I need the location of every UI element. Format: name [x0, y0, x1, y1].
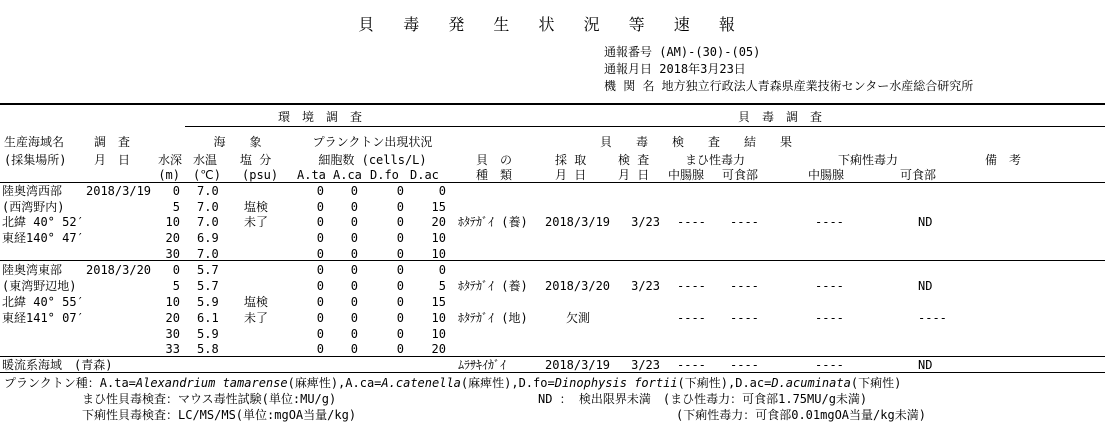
aca-cell: 0 [350, 231, 358, 245]
inspect-date-header: 月 日 [618, 168, 650, 182]
dsp-gland-cell: ---- [815, 311, 844, 325]
inspect-date-cell: 3/23 [631, 215, 660, 229]
shellfish-kind-cell: ﾎﾀﾃｶﾞｲ (養) [458, 279, 528, 293]
sea-condition-header: 海 象 [213, 135, 262, 149]
inspect-date-cell: 3/23 [631, 279, 660, 293]
collect-date-header: 月 日 [555, 168, 587, 182]
header-bottom-rule [0, 182, 1105, 183]
dac-cell: 5 [438, 279, 446, 293]
ata-cell: 0 [316, 295, 324, 309]
depth-cell: 30 [165, 247, 180, 261]
aca-cell: 0 [350, 200, 358, 214]
site-header: (採集場所) [4, 153, 67, 167]
depth-unit: (m) [158, 168, 180, 182]
dfo-cell: 0 [396, 247, 404, 261]
ata-cell: 0 [316, 311, 324, 325]
aca-cell: 0 [350, 342, 358, 356]
ata-cell: 0 [316, 184, 324, 198]
water-temp-unit: (℃) [193, 168, 221, 182]
ata-cell: 0 [316, 342, 324, 356]
dsp-limit-note: (下痢性毒力：可食部0.01mgOA当量/kg未満) [676, 408, 926, 422]
dsp-header: 下痢性毒力 [838, 153, 899, 167]
aca-cell: 0 [350, 184, 358, 198]
ata-cell: 0 [316, 327, 324, 341]
water-temp-cell: 7.0 [197, 215, 219, 229]
area-cell: 東経140° 47′ [2, 231, 84, 245]
dsp-gland-cell: ---- [815, 279, 844, 293]
results-header: 貝 毒 検 査 結 果 [600, 135, 793, 149]
report-number: 通報番号 (AM)-(30)-(05) [604, 45, 761, 59]
aca-cell: 0 [350, 311, 358, 325]
report-date: 通報月日 2018年3月23日 [604, 62, 746, 76]
dac-cell: 10 [431, 247, 446, 261]
dac-cell: 10 [431, 231, 446, 245]
dsp-edible-cell: ND [918, 279, 933, 293]
ata-cell: 0 [316, 215, 324, 229]
collect-date-cell: 2018/3/20 [545, 279, 611, 293]
dfo-cell: 0 [396, 200, 404, 214]
dac-header: D.ac [410, 168, 439, 182]
ata-cell: 0 [316, 279, 324, 293]
dfo-cell: 0 [396, 184, 404, 198]
psp-method-note: まひ性貝毒検査：マウス毒性試験(単位:MU/g) [82, 392, 337, 406]
collect-date-cell: 2018/3/19 [545, 215, 611, 229]
dfo-cell: 0 [396, 231, 404, 245]
aca-cell: 0 [350, 263, 358, 277]
psp-edible-cell: ---- [730, 279, 759, 293]
psp-gland-cell: ---- [677, 358, 706, 372]
water-temp-header: 水温 [193, 153, 218, 167]
water-temp-cell: 7.0 [197, 247, 219, 261]
water-temp-cell: 5.9 [197, 327, 219, 341]
ata-cell: 0 [316, 263, 324, 277]
dfo-cell: 0 [396, 311, 404, 325]
dac-cell: 10 [431, 311, 446, 325]
psp-header: まひ性毒力 [685, 153, 746, 167]
plankton-header: プランクトン出現状況 [312, 135, 433, 149]
env-survey-header: 環 境 調 査 [277, 110, 362, 124]
remarks-header: 備 考 [985, 153, 1022, 167]
plankton-footnote: プランクトン種：A.ta=Alexandrium tamarense(麻痺性),A.ca=A.catenella(麻痺性),D.fo=Dinophysis fortii(下痢性),D.ac=D.acuminata(下痢性) [4, 376, 902, 390]
dsp-edible-cell: ---- [918, 311, 947, 325]
salinity-cell: 塩検 [244, 295, 269, 309]
inspect-date-cell: 3/23 [631, 358, 660, 372]
area-cell: (西湾野内) [2, 200, 65, 214]
psp-gland-header: 中腸腺 [668, 168, 705, 182]
area-cell: 陸奥湾東部 [2, 263, 63, 277]
water-temp-cell: 6.9 [197, 231, 219, 245]
collect-header: 採 取 [555, 153, 587, 167]
area-header: 生産海域名 [4, 135, 65, 149]
water-temp-cell: 6.1 [197, 311, 219, 325]
depth-cell: 33 [165, 342, 180, 356]
month-day-header: 月 日 [94, 153, 131, 167]
depth-cell: 10 [165, 295, 180, 309]
dac-cell: 20 [431, 215, 446, 229]
depth-cell: 10 [165, 215, 180, 229]
salinity-cell: 未了 [244, 215, 269, 229]
dac-cell: 0 [438, 263, 446, 277]
water-temp-cell: 5.7 [197, 279, 219, 293]
dfo-header: D.fo [370, 168, 399, 182]
dac-cell: 0 [438, 184, 446, 198]
ata-cell: 0 [316, 200, 324, 214]
aca-cell: 0 [350, 279, 358, 293]
salinity-cell: 塩検 [244, 200, 269, 214]
psp-gland-cell: ---- [677, 215, 706, 229]
collect-date-cell: 欠測 [566, 311, 591, 325]
ata-header: A.ta [297, 168, 326, 182]
dac-cell: 15 [431, 200, 446, 214]
area-cell: 暖流系海域 (青森) [2, 358, 113, 372]
depth-cell: 20 [165, 231, 180, 245]
psp-edible-header: 可食部 [722, 168, 759, 182]
shellfish-kind-cell: ﾎﾀﾃｶﾞｲ (養) [458, 215, 528, 229]
dsp-edible-cell: ND [918, 358, 933, 372]
dsp-edible-cell: ND [918, 215, 933, 229]
dfo-cell: 0 [396, 342, 404, 356]
shellfish-header-rule [455, 126, 1105, 127]
area-cell: 北緯 40° 55′ [2, 295, 84, 309]
area-cell: 東経141° 07′ [2, 311, 84, 325]
depth-cell: 30 [165, 327, 180, 341]
shellfish-kind-cell: ﾎﾀﾃｶﾞｲ (地) [458, 311, 528, 325]
aca-cell: 0 [350, 327, 358, 341]
depth-cell: 0 [172, 263, 180, 277]
kind-header: 種 類 [476, 168, 513, 182]
shell-header: 貝 の [476, 153, 513, 167]
dsp-edible-header: 可食部 [900, 168, 937, 182]
dac-cell: 15 [431, 295, 446, 309]
psp-edible-cell: ---- [730, 358, 759, 372]
dac-cell: 20 [431, 342, 446, 356]
dfo-cell: 0 [396, 295, 404, 309]
dsp-gland-cell: ---- [815, 358, 844, 372]
page-title: 貝 毒 発 生 状 況 等 速 報 [358, 15, 747, 34]
salinity-cell: 未了 [244, 311, 269, 325]
depth-cell: 0 [172, 184, 180, 198]
salinity-header: 塩 分 [240, 153, 272, 167]
area-cell: 陸奥湾西部 [2, 184, 63, 198]
dsp-method-note: 下痢性貝毒検査：LC/MS/MS(単位:mgOA当量/kg) [82, 408, 357, 422]
survey-header: 調 査 [94, 135, 131, 149]
ata-cell: 0 [316, 231, 324, 245]
water-temp-cell: 5.8 [197, 342, 219, 356]
water-temp-cell: 7.0 [197, 184, 219, 198]
aca-header: A.ca [333, 168, 362, 182]
dfo-cell: 0 [396, 263, 404, 277]
aca-cell: 0 [350, 247, 358, 261]
dsp-gland-header: 中腸腺 [808, 168, 845, 182]
area-cell: 北緯 40° 52′ [2, 215, 84, 229]
water-temp-cell: 7.0 [197, 200, 219, 214]
aca-cell: 0 [350, 215, 358, 229]
dsp-gland-cell: ---- [815, 215, 844, 229]
ata-cell: 0 [316, 247, 324, 261]
inspect-header: 検 査 [618, 153, 650, 167]
table-bottom-rule [0, 372, 1105, 373]
shellfish-survey-header: 貝 毒 調 査 [737, 110, 822, 124]
depth-cell: 5 [172, 200, 180, 214]
survey-date-cell: 2018/3/19 [86, 184, 152, 198]
table-top-rule [0, 103, 1105, 105]
survey-date-cell: 2018/3/20 [86, 263, 152, 277]
nd-note: ND ： 検出限界未満 (まひ性毒力：可食部1.75MU/g未満) [538, 392, 868, 406]
section-rule-2 [0, 356, 1105, 357]
depth-cell: 20 [165, 311, 180, 325]
agency-name: 機 関 名 地方独立行政法人青森県産業技術センター水産総合研究所 [604, 79, 974, 93]
cell-density-header: 細胞数 (cells/L) [318, 153, 427, 167]
water-temp-cell: 5.7 [197, 263, 219, 277]
psp-edible-cell: ---- [730, 311, 759, 325]
dfo-cell: 0 [396, 279, 404, 293]
dfo-cell: 0 [396, 215, 404, 229]
depth-header: 水深 [157, 153, 182, 167]
psp-gland-cell: ---- [677, 311, 706, 325]
psp-gland-cell: ---- [677, 279, 706, 293]
env-header-rule [185, 126, 455, 127]
water-temp-cell: 5.9 [197, 295, 219, 309]
salinity-unit: (psu) [242, 168, 279, 182]
psp-edible-cell: ---- [730, 215, 759, 229]
aca-cell: 0 [350, 295, 358, 309]
depth-cell: 5 [172, 279, 180, 293]
collect-date-cell: 2018/3/19 [545, 358, 611, 372]
area-cell: (東湾野辺地) [2, 279, 77, 293]
dfo-cell: 0 [396, 327, 404, 341]
dac-cell: 10 [431, 327, 446, 341]
shellfish-kind-cell: ﾑﾗｻｷｲｶﾞｲ [458, 358, 507, 372]
